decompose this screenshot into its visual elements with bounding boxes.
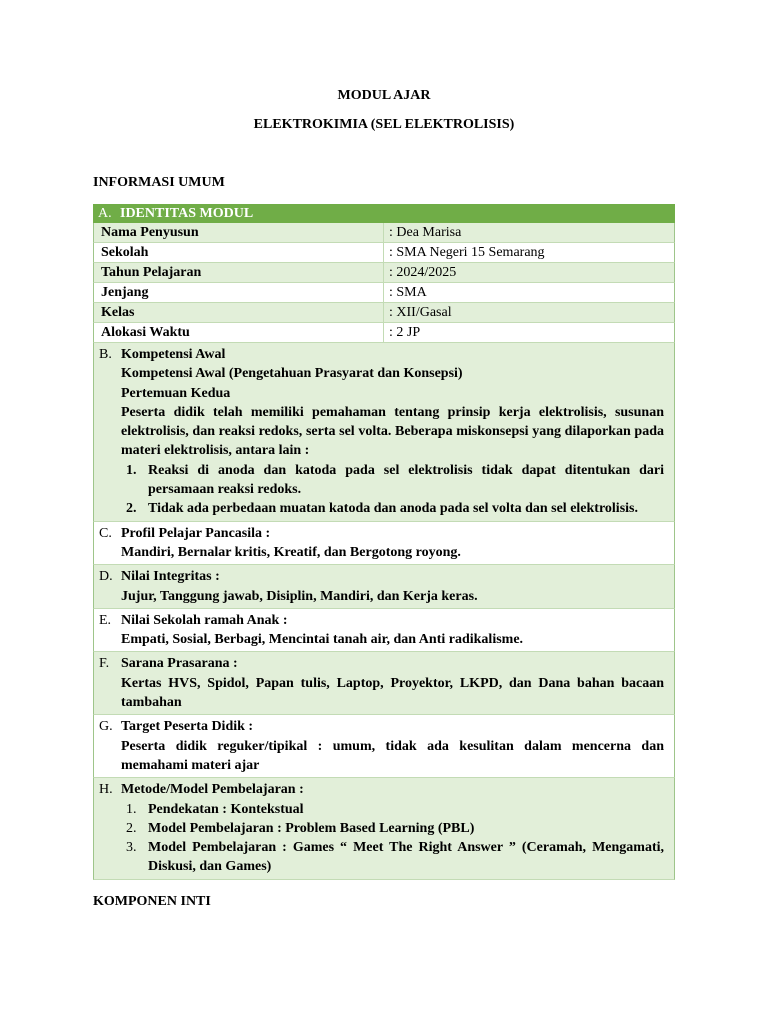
list-number: 1.: [126, 801, 137, 817]
section-letter: H.: [99, 782, 113, 798]
list-number: 3.: [126, 840, 137, 856]
identity-row: [93, 243, 675, 263]
kompetensi-meeting: Pertemuan Kedua: [121, 385, 231, 401]
section-letter: F.: [99, 656, 110, 672]
list-item: [99, 499, 664, 518]
list-item: [99, 838, 664, 877]
identity-heading: IDENTITAS MODUL: [120, 206, 254, 221]
section-komponen-inti: KOMPONEN INTI: [93, 894, 211, 909]
identity-value: : 2 JP: [389, 325, 421, 340]
identity-row: [93, 303, 675, 323]
identity-label: Sekolah: [94, 243, 384, 262]
kompetensi-subheading: Kompetensi Awal (Pengetahuan Prasyarat dan Konsepsi): [121, 366, 463, 382]
identity-label: Tahun Pelajaran: [94, 263, 384, 282]
sarana-heading: Sarana Prasarana :: [121, 656, 238, 672]
section-letter: B.: [99, 347, 112, 362]
list-text: Model Pembelajaran : Games “ Meet The Right Answer ” (Ceramah, Mengamati, Diskusi, dan Games): [148, 840, 664, 875]
sekolah-ramah-heading: Nilai Sekolah ramah Anak :: [121, 612, 288, 628]
identity-label: Jenjang: [94, 283, 384, 302]
list-number: 1.: [126, 462, 137, 478]
section-letter: D.: [99, 569, 113, 585]
kompetensi-paragraph: Peserta didik telah memiliki pemahaman tentang prinsip kerja elektrolisis, susunan elektrolisis, dan reaksi redoks, serta sel volta. Beberapa miskonsepsi yang dilaporkan pada materi elektrolisis, antara lain :: [121, 404, 664, 459]
list-text: Tidak ada perbedaan muatan katoda dan anoda pada sel volta dan sel elektrolisis.: [148, 501, 638, 517]
list-text: Reaksi di anoda dan katoda pada sel elektrolisis tidak dapat ditentukan dari persamaan reaksi redoks.: [148, 462, 664, 498]
method-list: [99, 800, 664, 877]
sarana-text: Kertas HVS, Spidol, Papan tulis, Laptop, Proyektor, LKPD, dan Dana bahan bacaan tambahan: [121, 675, 664, 711]
identity-row: [93, 323, 675, 343]
identity-label: Alokasi Waktu: [94, 323, 384, 342]
identity-label: Kelas: [94, 303, 384, 322]
identity-row: [93, 263, 675, 283]
list-number: 2.: [126, 820, 137, 836]
section-letter: E.: [99, 612, 112, 628]
module-info-table: [93, 204, 675, 880]
misconception-list: [99, 461, 664, 519]
identity-value: : SMA Negeri 15 Semarang: [389, 245, 545, 260]
document-subtitle: ELEKTROKIMIA (SEL ELEKTROLISIS): [253, 117, 515, 132]
target-text: Peserta didik reguker/tipikal : umum, tidak ada kesulitan dalam mencerna dan memahami materi ajar: [121, 738, 664, 773]
sarana-section: [93, 652, 675, 715]
target-heading: Target Peserta Didik :: [121, 719, 254, 735]
identity-row: [93, 223, 675, 243]
identity-header: [93, 204, 675, 223]
list-item: [99, 461, 664, 500]
profil-heading: Profil Pelajar Pancasila :: [121, 525, 271, 541]
list-text: Pendekatan : Kontekstual: [148, 801, 304, 817]
metode-heading: Metode/Model Pembelajaran :: [121, 782, 304, 798]
kompetensi-heading: Kompetensi Awal: [121, 347, 226, 362]
kompetensi-section: [93, 343, 675, 522]
section-letter: G.: [99, 719, 113, 735]
identity-value: : 2024/2025: [389, 265, 457, 280]
identity-value: : SMA: [389, 285, 427, 300]
sekolah-ramah-text: Empati, Sosial, Berbagi, Mencintai tanah air, dan Anti radikalisme.: [121, 632, 524, 648]
sekolah-ramah-section: [93, 609, 675, 653]
identity-row: [93, 283, 675, 303]
list-item: [99, 819, 664, 838]
identity-label: Nama Penyusun: [94, 223, 384, 242]
profil-text: Mandiri, Bernalar kritis, Kreatif, dan Bergotong royong.: [121, 544, 461, 560]
document-title: MODUL AJAR: [337, 88, 431, 103]
integritas-text: Jujur, Tanggung jawab, Disiplin, Mandiri, dan Kerja keras.: [121, 588, 478, 604]
section-informasi-umum: INFORMASI UMUM: [93, 175, 225, 190]
metode-section: [93, 778, 675, 879]
section-letter: C.: [99, 525, 112, 541]
identity-value: : Dea Marisa: [389, 225, 462, 240]
list-number: 2.: [126, 501, 137, 517]
identity-value: : XII/Gasal: [389, 305, 452, 320]
integritas-section: [93, 565, 675, 609]
profil-section: [93, 522, 675, 566]
list-item: [99, 800, 664, 819]
identity-letter: A.: [98, 206, 112, 221]
list-text: Model Pembelajaran : Problem Based Learning (PBL): [148, 820, 475, 836]
target-section: [93, 715, 675, 778]
integritas-heading: Nilai Integritas :: [121, 569, 220, 585]
